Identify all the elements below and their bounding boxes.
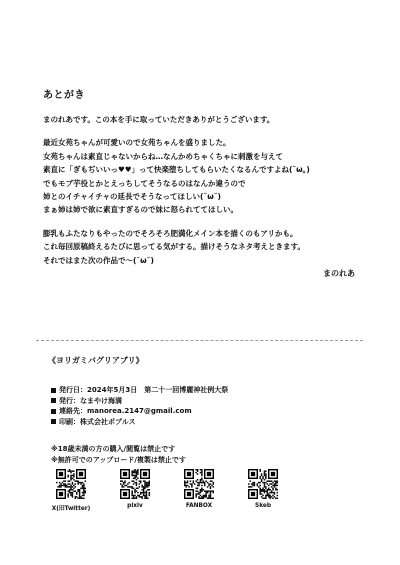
afterword-line: 最近女苑ちゃんが可愛いので女苑ちゃんを盛りました。 bbox=[43, 138, 231, 148]
afterword-line: 素直に「ぎもぢいいっ♥♥」って快楽堕ちしてもらいたくなるんですよね(˘ω。) bbox=[43, 165, 310, 175]
detail-text: 連絡先：manorea.2147@gmail.com bbox=[59, 407, 192, 415]
detail-row bbox=[51, 417, 228, 428]
qr-code-icon bbox=[248, 469, 278, 499]
afterword-line: 姉とのイチャイチャの延長でそうなってほしい(˘ω˘) bbox=[43, 192, 221, 202]
qr-code-icon bbox=[120, 469, 150, 499]
afterword-line: でもモブ芋役とかとえっちしてそうなるのはなんか違うので bbox=[43, 178, 246, 188]
qr-label: pixiv bbox=[127, 503, 143, 509]
detail-text: 発行：なまやけ海満 bbox=[59, 396, 122, 405]
afterword-line: これ毎回原稿終えるたびに思ってる気がする。描けそうなネタ考えときます。 bbox=[43, 242, 305, 252]
afterword-line: それではまた次の作品で～(˘ω˘) bbox=[43, 255, 154, 265]
qr-link-pixiv[interactable] bbox=[107, 469, 163, 509]
qr-link-skeb[interactable] bbox=[235, 469, 291, 509]
book-title: 《ヨリガミバグリアブリ》 bbox=[48, 356, 144, 365]
bullet-square-icon bbox=[51, 419, 56, 424]
afterword-paragraph bbox=[43, 136, 363, 216]
detail-row bbox=[51, 406, 228, 417]
afterword-line: 女苑ちゃんは素直じゃないからね…なんかめちゃくちゃに刺激を与えて bbox=[43, 151, 283, 161]
afterword-signature: まのれあ bbox=[323, 269, 355, 278]
notice-row: ※無許可でのアップロード/複製は禁止です bbox=[51, 455, 186, 464]
qr-code-row bbox=[36, 469, 363, 529]
qr-code-icon bbox=[184, 469, 214, 499]
qr-link-twitter[interactable] bbox=[43, 469, 99, 512]
detail-text: 印刷：株式会社ポプルス bbox=[59, 417, 136, 426]
bullet-square-icon bbox=[51, 398, 56, 403]
qr-label: X(旧Twitter) bbox=[51, 506, 91, 512]
colophon-section bbox=[36, 340, 363, 556]
afterword-section bbox=[43, 86, 363, 277]
afterword-paragraph bbox=[43, 227, 363, 267]
detail-row bbox=[51, 396, 228, 407]
afterword-paragraph bbox=[43, 113, 363, 126]
colophon-notices bbox=[51, 444, 186, 465]
bullet-square-icon bbox=[51, 388, 56, 393]
bullet-square-icon bbox=[51, 409, 56, 414]
qr-label: Skeb bbox=[255, 503, 271, 509]
detail-text: 発行日：2024年5月3日 第二十一回博麗神社例大祭 bbox=[59, 386, 229, 394]
detail-row bbox=[51, 385, 228, 396]
afterword-title: あとがき bbox=[43, 90, 85, 101]
colophon-details bbox=[51, 385, 228, 427]
qr-link-fanbox[interactable] bbox=[171, 469, 227, 509]
afterword-line: まぁ姉は姉で欲に素直すぎるので妹に怒られててほしい。 bbox=[43, 205, 238, 215]
notice-row: ※18歳未満の方の購入/閲覧は禁止です bbox=[51, 445, 176, 453]
afterword-line: 膨乳もふたなりもやったのでそろそろ肥満化メイン本を描くのもアリかも。 bbox=[43, 228, 298, 238]
qr-code-icon bbox=[56, 469, 86, 499]
afterword-line: まのれあです。この本を手に取っていただきありがとうございます。 bbox=[43, 115, 275, 124]
qr-label: FANBOX bbox=[185, 503, 213, 509]
